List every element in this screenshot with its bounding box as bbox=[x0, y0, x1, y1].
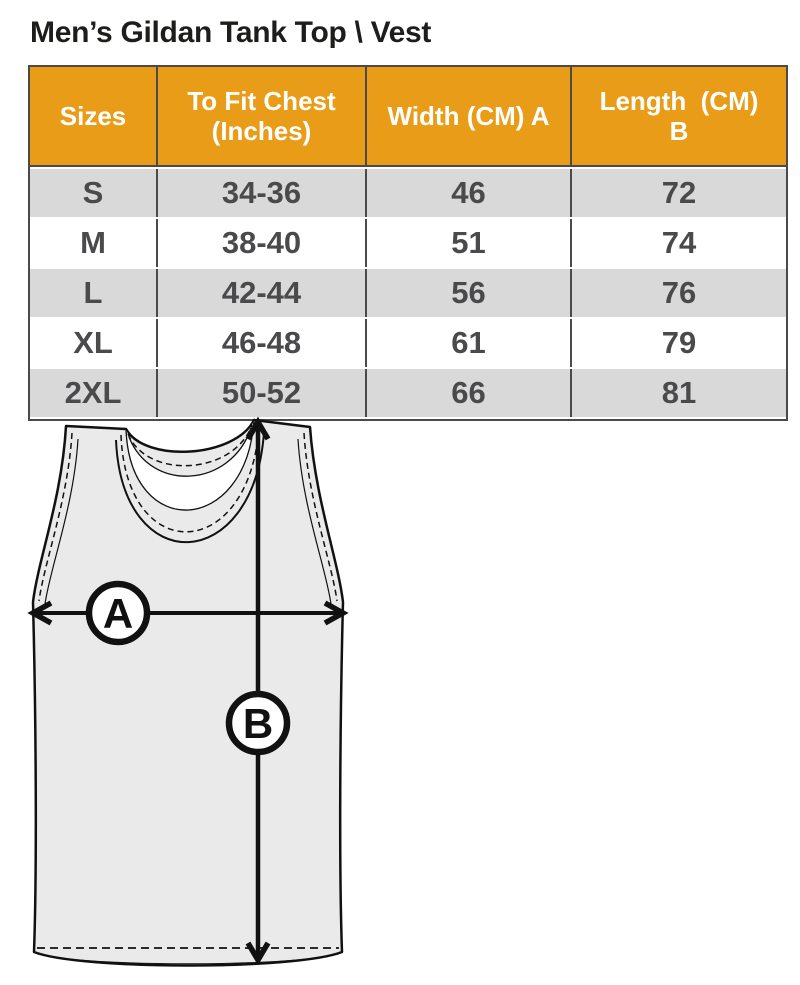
label-a: A bbox=[102, 590, 134, 637]
table-row bbox=[30, 319, 786, 367]
label-b-badge bbox=[229, 694, 287, 752]
chest-cell: 50-52 bbox=[156, 369, 365, 417]
length-cell: 74 bbox=[570, 219, 786, 267]
header-length-line2: B bbox=[669, 116, 689, 146]
label-b: B bbox=[242, 700, 274, 747]
header-length-line1: Length (CM) bbox=[599, 86, 759, 116]
label-a-badge bbox=[89, 584, 147, 642]
size-table bbox=[28, 65, 788, 421]
chest-cell: 46-48 bbox=[156, 319, 365, 367]
header-sizes bbox=[30, 67, 156, 165]
table-row bbox=[30, 167, 786, 219]
header-width-line1: Width (CM) A bbox=[387, 101, 550, 131]
width-cell: 61 bbox=[365, 319, 570, 367]
width-cell: 66 bbox=[365, 369, 570, 417]
size-cell: XL bbox=[73, 325, 113, 360]
width-cell: 46 bbox=[365, 169, 570, 217]
header-chest-line2: (Inches) bbox=[211, 116, 312, 146]
size-cell: L bbox=[83, 275, 103, 310]
length-cell: 72 bbox=[570, 169, 786, 217]
tank-top-diagram bbox=[10, 408, 370, 983]
size-cell: 2XL bbox=[64, 375, 122, 410]
table-row bbox=[30, 267, 786, 319]
width-cell: 56 bbox=[365, 269, 570, 317]
header-sizes-line1: Sizes bbox=[59, 101, 127, 131]
chest-cell: 34-36 bbox=[156, 169, 365, 217]
size-cell: M bbox=[80, 225, 106, 260]
chest-cell: 38-40 bbox=[156, 219, 365, 267]
length-cell: 79 bbox=[570, 319, 786, 367]
header-chest-line1: To Fit Chest bbox=[187, 86, 336, 116]
size-cell: S bbox=[82, 175, 104, 210]
header-chest bbox=[156, 67, 365, 165]
header-length bbox=[570, 67, 786, 165]
header-width bbox=[365, 67, 570, 165]
chest-cell: 42-44 bbox=[156, 269, 365, 317]
table-row bbox=[30, 219, 786, 267]
page-title: Men’s Gildan Tank Top \ Vest bbox=[30, 16, 432, 49]
length-cell: 81 bbox=[570, 369, 786, 417]
length-cell: 76 bbox=[570, 269, 786, 317]
table-header-row bbox=[30, 67, 786, 167]
width-cell: 51 bbox=[365, 219, 570, 267]
